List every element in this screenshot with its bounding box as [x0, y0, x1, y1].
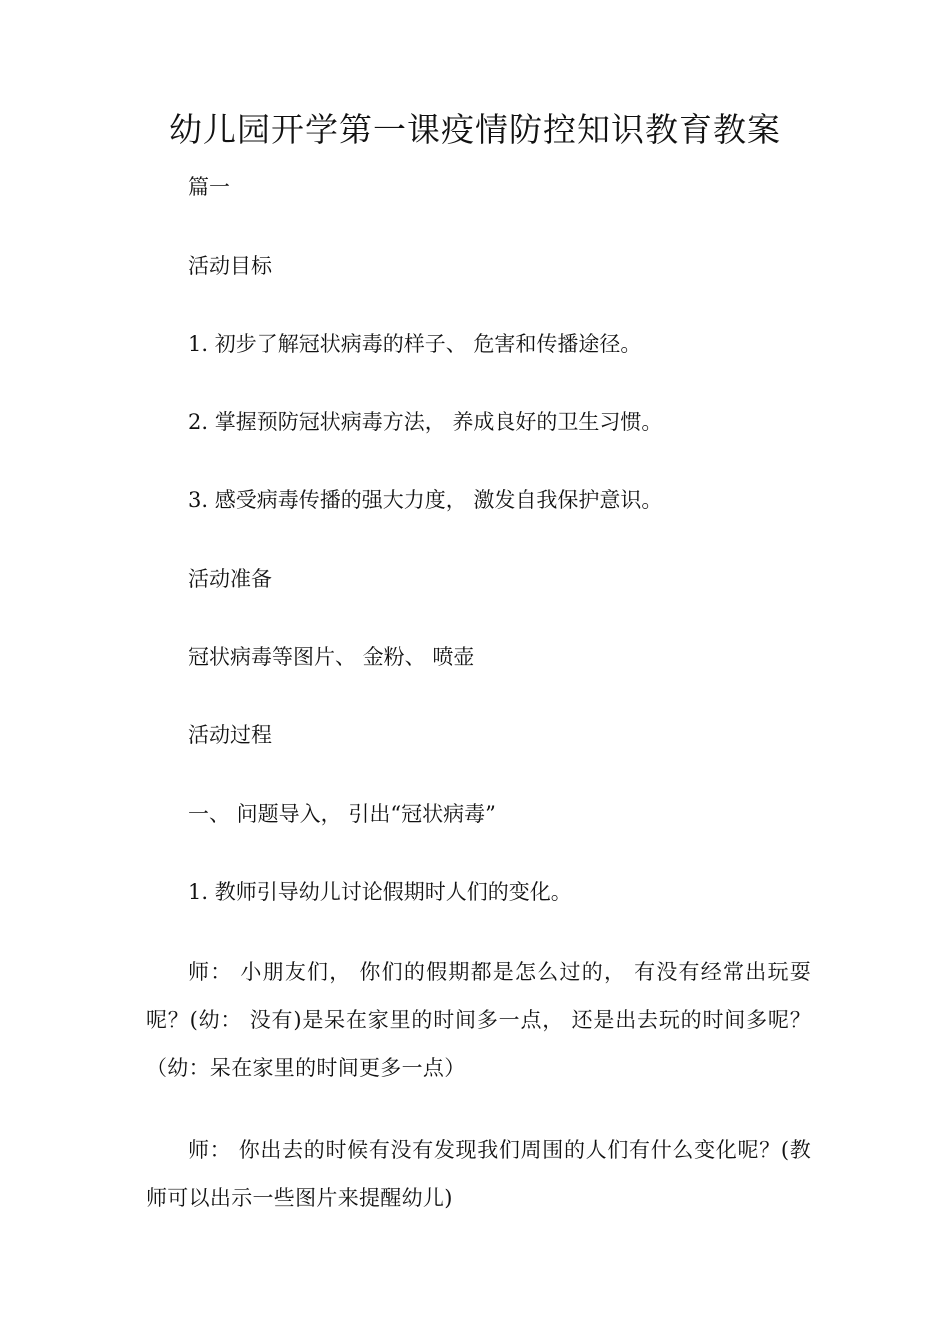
section-label: 篇一 — [188, 175, 230, 199]
step-1-1: 1. 教师引导幼儿讨论假期时人们的变化。 — [188, 880, 572, 904]
prep-items: 冠状病毒等图片、 金粉、 喷壶 — [188, 645, 475, 669]
dialog-paragraph-2: 师： 你出去的时候有没有发现我们周围的人们有什么变化呢？(教师可以出示一些图片来提醒幼儿) — [146, 1138, 811, 1210]
dialog-paragraph-1: 师： 小朋友们， 你们的假期都是怎么过的， 有没有经常出玩耍呢？(幼： 没有)是呆在家里的时间多一点， 还是出去玩的时间多呢？（幼：呆在家里的时间更多一点） — [146, 960, 811, 1080]
goal-item-2: 2. 掌握预防冠状病毒方法， 养成良好的卫生习惯。 — [188, 410, 663, 434]
step-1-heading: 一、 问题导入， 引出“冠状病毒” — [188, 802, 496, 826]
goals-heading: 活动目标 — [188, 254, 272, 278]
goal-item-1: 1. 初步了解冠状病毒的样子、 危害和传播途径。 — [188, 332, 642, 356]
goal-item-3: 3. 感受病毒传播的强大力度， 激发自我保护意识。 — [188, 488, 663, 512]
document-title: 幼儿园开学第一课疫情防控知识教育教案 — [169, 110, 781, 149]
process-heading: 活动过程 — [188, 723, 272, 747]
prep-heading: 活动准备 — [188, 567, 272, 591]
